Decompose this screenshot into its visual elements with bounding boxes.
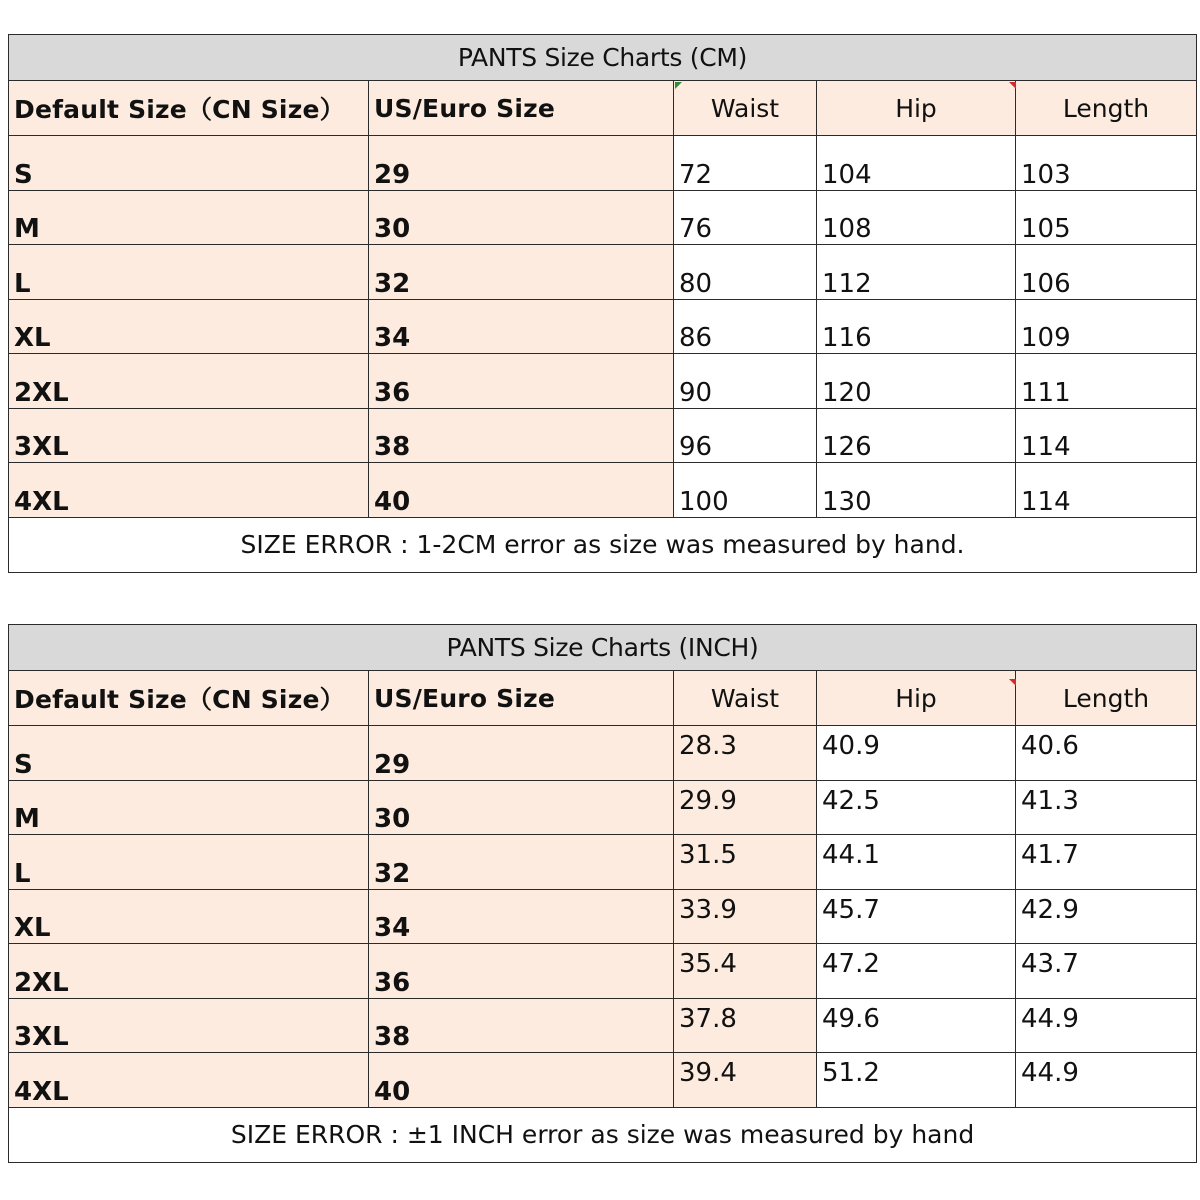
cell-waist: 28.3 [674,726,817,781]
table-row [9,889,1197,944]
cell-waist: 33.9 [674,889,817,944]
table-row [9,299,1197,354]
cell-waist: 90 [674,354,817,409]
cell-length: 111 [1016,354,1197,409]
table-title-row [9,35,1197,81]
cell-us-euro-size: 34 [369,299,674,354]
cell-length: 114 [1016,463,1197,518]
cell-hip: 47.2 [817,944,1016,999]
cell-hip: 120 [817,354,1016,409]
table-row [9,245,1197,300]
table-row [9,998,1197,1053]
table-row [9,354,1197,409]
cell-length: 41.3 [1016,780,1197,835]
cell-hip: 126 [817,408,1016,463]
table-title: PANTS Size Charts (CM) [9,35,1197,81]
header-default-size: Default Size（CN Size） [9,81,369,136]
cell-length: 109 [1016,299,1197,354]
comment-marker [675,82,682,89]
table-header-row [9,671,1197,726]
cell-length: 43.7 [1016,944,1197,999]
header-waist: Waist [674,671,817,726]
cell-default-size: S [9,136,369,191]
table-note-row [9,517,1197,572]
cell-length: 114 [1016,408,1197,463]
cell-us-euro-size: 32 [369,245,674,300]
size-chart-inch-table [8,624,1197,1163]
cell-hip: 51.2 [817,1053,1016,1108]
cell-us-euro-size: 36 [369,354,674,409]
cell-length: 44.9 [1016,998,1197,1053]
cell-us-euro-size: 34 [369,889,674,944]
cell-waist: 80 [674,245,817,300]
table-row [9,944,1197,999]
cell-waist: 86 [674,299,817,354]
cell-us-euro-size: 40 [369,463,674,518]
table-title-row [9,625,1197,671]
comment-marker [1009,679,1016,686]
size-chart-cm-table [8,34,1197,573]
cell-us-euro-size: 32 [369,835,674,890]
cell-waist: 35.4 [674,944,817,999]
cell-us-euro-size: 30 [369,190,674,245]
header-waist: Waist [674,81,817,136]
table-row [9,1053,1197,1108]
cell-waist: 96 [674,408,817,463]
size-error-note: SIZE ERROR : ±1 INCH error as size was measured by hand [9,1107,1197,1162]
cell-hip: 116 [817,299,1016,354]
cell-waist: 76 [674,190,817,245]
cell-waist: 31.5 [674,835,817,890]
header-us-euro-size: US/Euro Size [369,81,674,136]
cell-us-euro-size: 38 [369,998,674,1053]
cell-us-euro-size: 38 [369,408,674,463]
cell-hip: 45.7 [817,889,1016,944]
cell-us-euro-size: 40 [369,1053,674,1108]
cell-us-euro-size: 29 [369,726,674,781]
table-row [9,136,1197,191]
header-hip: Hip [817,671,1016,726]
cell-length: 105 [1016,190,1197,245]
cell-waist: 72 [674,136,817,191]
cell-length: 103 [1016,136,1197,191]
cell-hip: 49.6 [817,998,1016,1053]
comment-marker [1009,82,1016,89]
table-row [9,780,1197,835]
cell-hip: 44.1 [817,835,1016,890]
cell-length: 40.6 [1016,726,1197,781]
cell-hip: 40.9 [817,726,1016,781]
header-hip: Hip [817,81,1016,136]
table-header-row [9,81,1197,136]
cell-length: 41.7 [1016,835,1197,890]
cell-default-size: XL [9,299,369,354]
header-length: Length [1016,81,1197,136]
cell-hip: 104 [817,136,1016,191]
cell-length: 42.9 [1016,889,1197,944]
cell-hip: 42.5 [817,780,1016,835]
cell-waist: 100 [674,463,817,518]
size-error-note: SIZE ERROR : 1-2CM error as size was measured by hand. [9,517,1197,572]
header-length: Length [1016,671,1197,726]
cell-default-size: 2XL [9,354,369,409]
cell-default-size: 4XL [9,1053,369,1108]
cell-length: 44.9 [1016,1053,1197,1108]
cell-default-size: 3XL [9,998,369,1053]
cell-default-size: L [9,245,369,300]
cell-default-size: S [9,726,369,781]
table-row [9,190,1197,245]
cell-us-euro-size: 36 [369,944,674,999]
cell-waist: 39.4 [674,1053,817,1108]
cell-waist: 37.8 [674,998,817,1053]
table-note-row [9,1107,1197,1162]
cell-default-size: L [9,835,369,890]
cell-default-size: XL [9,889,369,944]
cell-default-size: M [9,780,369,835]
cell-default-size: 4XL [9,463,369,518]
table-row [9,726,1197,781]
header-us-euro-size: US/Euro Size [369,671,674,726]
cell-hip: 112 [817,245,1016,300]
table-title: PANTS Size Charts (INCH) [9,625,1197,671]
cell-us-euro-size: 29 [369,136,674,191]
table-row [9,463,1197,518]
table-row [9,835,1197,890]
cell-us-euro-size: 30 [369,780,674,835]
table-row [9,408,1197,463]
cell-default-size: 3XL [9,408,369,463]
cell-hip: 130 [817,463,1016,518]
cell-waist: 29.9 [674,780,817,835]
header-default-size: Default Size（CN Size） [9,671,369,726]
cell-hip: 108 [817,190,1016,245]
cell-default-size: M [9,190,369,245]
cell-length: 106 [1016,245,1197,300]
cell-default-size: 2XL [9,944,369,999]
